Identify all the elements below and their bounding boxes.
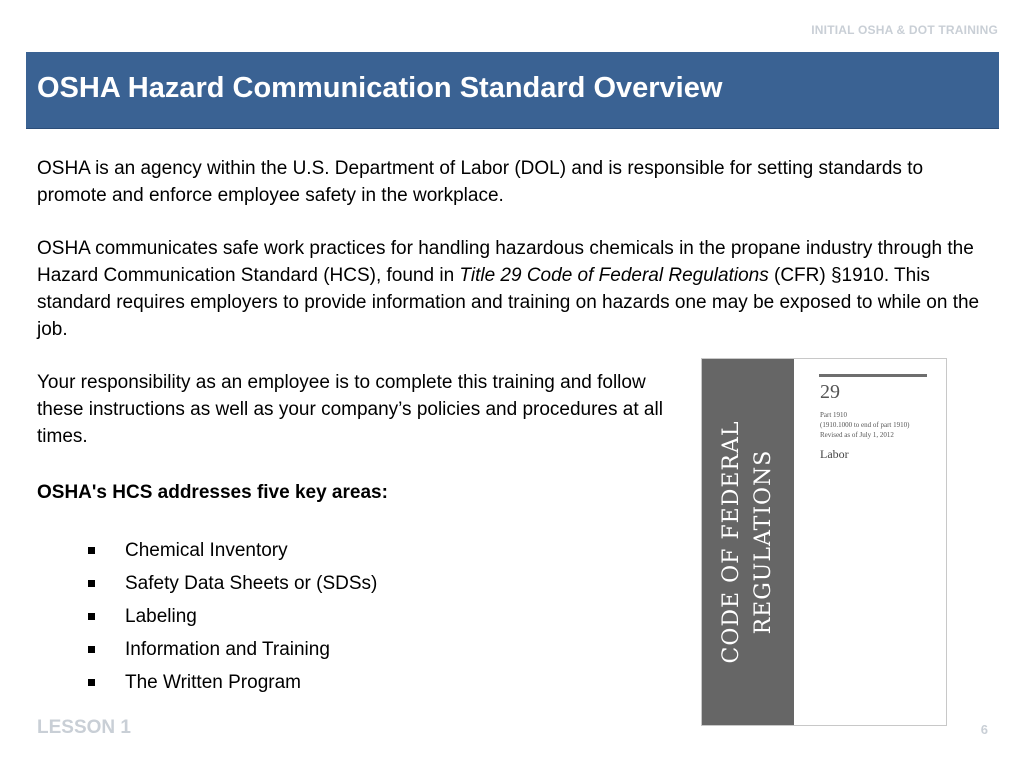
- cfr-spine-line-1: CODE OF FEDERAL: [719, 420, 744, 664]
- cfr-part-range: (1910.1000 to end of part 1910): [820, 421, 910, 429]
- cfr-book-cover-image: [701, 358, 947, 726]
- list-item-label: Chemical Inventory: [125, 540, 288, 561]
- cfr-rule: [819, 374, 927, 377]
- cfr-title-number: 29: [820, 381, 840, 403]
- key-areas-heading: OSHA's HCS addresses five key areas:: [37, 482, 388, 503]
- cfr-revision-date: Revised as of July 1, 2012: [820, 431, 894, 439]
- slide-title: OSHA Hazard Communication Standard Overview: [37, 72, 723, 104]
- hcs-paragraph-text-start: OSHA communicates safe work practices for handling hazardous chemicals in the propane industry through the Hazard Communication Standard (HCS), found in: [37, 238, 974, 286]
- square-bullet-icon: [88, 646, 95, 653]
- cfr-spine: [702, 359, 794, 725]
- cfr-part: Part 1910: [820, 411, 848, 419]
- list-item-label: The Written Program: [125, 672, 301, 693]
- square-bullet-icon: [88, 613, 95, 620]
- title-bar: [26, 52, 999, 129]
- list-item-label: Labeling: [125, 606, 197, 627]
- hcs-paragraph: [37, 235, 987, 343]
- cfr-spine-title: [716, 377, 780, 707]
- list-item-label: Information and Training: [125, 639, 330, 660]
- course-label: INITIAL OSHA & DOT TRAINING: [811, 23, 998, 37]
- hcs-paragraph-text-end: (CFR) §1910. This standard requires employers to provide information and training on hazards one may be exposed to while on the job.: [37, 265, 980, 340]
- page-number: 6: [980, 722, 988, 737]
- list-item-label: Safety Data Sheets or (SDSs): [125, 573, 378, 594]
- square-bullet-icon: [88, 679, 95, 686]
- lesson-label: LESSON 1: [37, 717, 131, 738]
- responsibility-paragraph: Your responsibility as an employee is to complete this training and follow these instructions as well as your company’s policies and procedures at all times.: [37, 372, 663, 447]
- square-bullet-icon: [88, 547, 95, 554]
- cfr-title-reference: Title 29 Code of Federal Regulations: [459, 265, 769, 286]
- cfr-spine-line-2: REGULATIONS: [751, 449, 776, 635]
- intro-paragraph: OSHA is an agency within the U.S. Department of Labor (DOL) and is responsible for setting standards to promote and enforce employee safety in the workplace.: [37, 158, 924, 206]
- square-bullet-icon: [88, 580, 95, 587]
- cfr-subject: Labor: [820, 447, 849, 461]
